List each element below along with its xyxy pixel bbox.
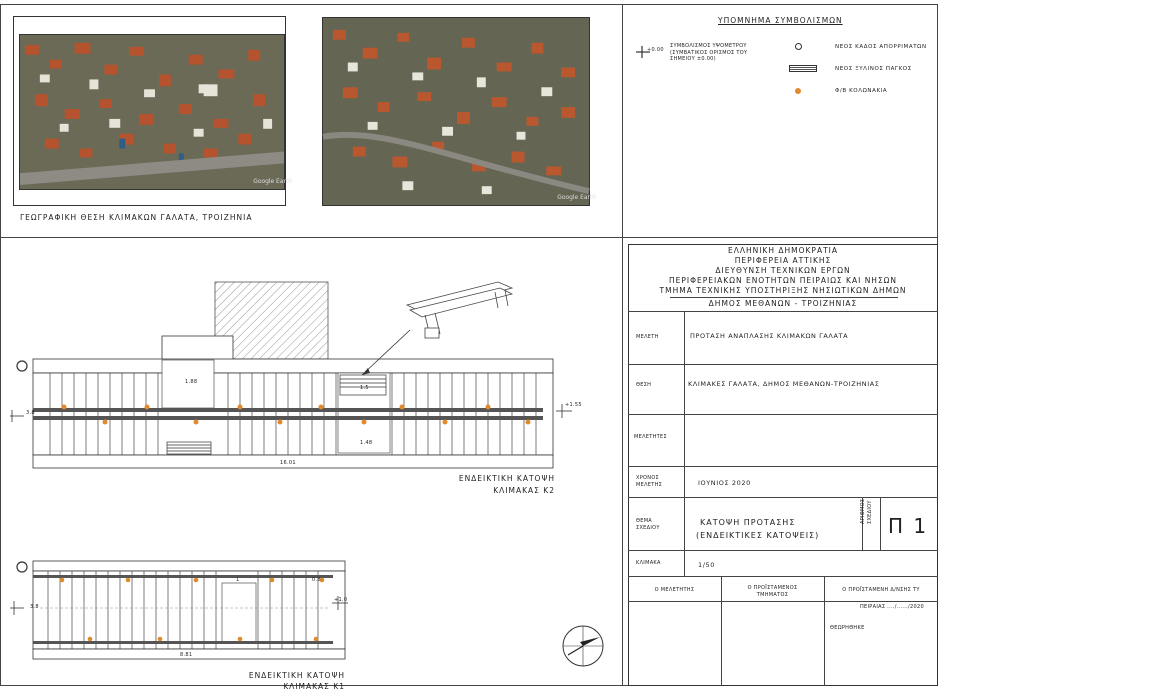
drawing-number: Π 1 — [888, 514, 929, 538]
tb-line-3 — [628, 414, 938, 415]
tb-line-5 — [628, 497, 938, 498]
k1-left-marker — [10, 562, 27, 615]
header-line-1: ΕΛΛΗΝΙΚΗ ΔΗΜΟΚΡΑΤΙΑ — [727, 246, 839, 255]
time-value: ΙΟΥΝΙΟΣ 2020 — [698, 479, 751, 487]
header-line-4: ΠΕΡΙΦΕΡΕΙΑΚΩΝ ΕΝΟΤΗΤΩΝ ΠΕΙΡΑΙΩΣ ΚΑΙ ΝΗΣΩΝ — [668, 276, 898, 285]
tb-drawno-line-2 — [880, 497, 881, 550]
tb-line-2 — [628, 364, 938, 365]
time-label-2: ΜΕΛΕΤΗΣ — [636, 482, 663, 488]
bench-3d-sketch — [407, 282, 512, 338]
k1-body — [33, 571, 348, 649]
sign-col-1: Ο ΜΕΛΕΤΗΤΗΣ — [654, 587, 695, 593]
location-label: ΘΕΣΗ — [636, 382, 652, 388]
plan-k2-drawing — [0, 270, 600, 485]
k1-level-left: 3.8 — [30, 604, 39, 610]
dim-bench-width: 1.5 — [360, 385, 369, 391]
handrail-lower — [33, 416, 543, 420]
dim-landing-width: 1.88 — [185, 379, 198, 385]
plan-k2-title-2: ΚΛΙΜΑΚΑΣ Κ2 — [493, 486, 555, 495]
municipality-underline — [670, 297, 898, 298]
legend-title: ΥΠΟΜΝΗΜΑ ΣΥΜΒΟΛΙΣΜΩΝ — [718, 16, 843, 25]
sign-approved: ΘΕΩΡΗΘΗΚΕ — [830, 625, 865, 631]
tb-line-1 — [628, 311, 938, 312]
k1-landing — [222, 583, 256, 643]
bollard-dot-icon — [795, 88, 801, 94]
drawing-side-label-1: ΑΡΙΘΜΟΣ — [860, 498, 866, 524]
time-label-1: ΧΡΟΝΟΣ — [636, 475, 660, 481]
watermark-left: Google Earth — [253, 178, 292, 186]
bench-k2-bottom — [167, 442, 211, 454]
subject-label-1: ΘΕΜΑ — [636, 518, 653, 524]
header-line-5: ΤΜΗΜΑ ΤΕΧΝΙΚΗΣ ΥΠΟΣΤΗΡΙΞΗΣ ΝΗΣΙΩΤΙΚΩΝ ΔΗΜΩΝ — [659, 286, 907, 295]
designers-label: ΜΕΛΕΤΗΤΕΣ — [634, 434, 667, 440]
sign-date-line: ΠΕΙΡΑΙΑΣ ..../....../2020 — [860, 604, 924, 610]
dim-total-length: 16.01 — [280, 460, 296, 466]
plan-k1-title-1: ΕΝΔΕΙΚΤΙΚΗ ΚΑΤΟΨΗ — [248, 671, 345, 680]
plan-k1-title-2: ΚΛΙΜΑΚΑΣ Κ1 — [283, 682, 345, 691]
top-edge-band — [33, 359, 553, 373]
k1-level-right: +1.0 — [334, 597, 348, 603]
subject-label-2: ΣΧΕΔΙΟΥ — [636, 525, 660, 531]
stair-body — [33, 373, 553, 455]
sign-col-3: Ο ΠΡΟΪΣΤΑΜΕΝΗ Δ/ΝΣΗΣ ΤΥ — [842, 587, 920, 593]
photos-caption: ΓΕΩΓΡΑΦΙΚΗ ΘΕΣΗ ΚΛΙΜΑΚΩΝ ΓΑΛΑΤΑ, ΤΡΟΙΖΗΝΙΑ — [20, 213, 253, 222]
sign-col-2-line-2: ΤΜΗΜΑΤΟΣ — [756, 592, 789, 598]
k2-left-marker — [10, 361, 27, 422]
tb-line-4 — [628, 466, 938, 467]
bench-icon — [789, 65, 817, 72]
handrail-upper — [33, 408, 543, 412]
scale-value: 1/50 — [698, 561, 715, 569]
divider-horizontal — [0, 237, 938, 238]
tb-label-col-line — [684, 311, 685, 576]
location-value: ΚΛΙΜΑΚΕΣ ΓΑΛΑΤΑ, ΔΗΜΟΣ ΜΕΘΑΝΩΝ-ΤΡΟΙΖΗΝΙΑΣ — [688, 380, 880, 388]
divider-vertical — [622, 4, 623, 686]
legend-item-bollard-label: Φ/Β ΚΟΛΩΝΑΚΙΑ — [835, 88, 888, 94]
aerial-photo-left-image — [20, 35, 292, 189]
subject-value-2: (ΕΝΔΕΙΚΤΙΚΕΣ ΚΑΤΟΨΕΙΣ) — [696, 531, 820, 540]
tb-line-7 — [628, 576, 938, 577]
k2-level-left: 3.8 — [26, 410, 35, 416]
aerial-photo-right — [322, 17, 597, 206]
watermark-right: Google Earth — [557, 194, 597, 202]
k1-rail-upper — [33, 575, 333, 578]
bin-circle-icon — [795, 43, 802, 50]
elevation-tag: +0.00 — [647, 47, 664, 53]
aerial-photo-left — [19, 34, 292, 190]
k1-dim-total: 8.81 — [180, 652, 193, 658]
sign-col-2-line-1: Ο ΠΡΟΪΣΤΑΜΕΝΟΣ — [747, 585, 798, 591]
k1-rail-lower — [33, 641, 333, 644]
subject-value-1: ΚΑΤΟΨΗ ΠΡΟΤΑΣΗΣ — [700, 518, 796, 527]
plan-k1-title — [230, 671, 345, 691]
header-line-3: ΔΙΕΥΘΥΝΣΗ ΤΕΧΝΙΚΩΝ ΕΡΓΩΝ — [715, 266, 851, 275]
tb-line-6 — [628, 550, 938, 551]
k1-dim-2: 0.8 — [312, 577, 321, 583]
north-arrow-icon — [560, 623, 606, 669]
dim-lower-width: 1.48 — [360, 440, 373, 446]
header-line-2: ΠΕΡΙΦΕΡΕΙΑ ΑΤΤΙΚΗΣ — [734, 256, 832, 265]
study-label: ΜΕΛΕΤΗ — [636, 334, 659, 340]
study-value: ΠΡΟΤΑΣΗ ΑΝΑΠΛΑΣΗΣ ΚΛΙΜΑΚΩΝ ΓΑΛΑΤΑ — [690, 332, 849, 340]
landing-block — [162, 336, 233, 360]
legend-item-bin-label: ΝΕΟΣ ΚΑΔΟΣ ΑΠΟΡΡΙΜΑΤΩΝ — [835, 44, 927, 50]
scale-label: ΚΛΙΜΑΚΑ — [636, 560, 661, 566]
municipality: ΔΗΜΟΣ ΜΕΘΑΝΩΝ - ΤΡΟΙΖΗΝΙΑΣ — [708, 299, 858, 308]
k1-top-band — [33, 561, 345, 571]
plan-k2-title — [440, 474, 555, 495]
k1-dim-1: 1 — [236, 577, 240, 583]
legend-item-elevation-label: ΣΥΜΒΟΛΙΣΜΟΣ ΥΨΟΜΕΤΡΟΥ (ΣΥΜΒΑΤΙΚΟΣ ΟΡΙΣΜΟΣ ΤΟΥ ΣΗΜΕΙΟΥ ±0.00) — [670, 43, 748, 62]
aerial-photo-right-image — [323, 18, 597, 205]
k2-level-right: +1.55 — [565, 402, 582, 408]
plan-k2-title-1: ΕΝΔΕΙΚΤΙΚΗ ΚΑΤΟΨΗ — [458, 474, 555, 483]
tb-line-8 — [628, 601, 938, 602]
legend-item-bench-label: ΝΕΟΣ ΞΥΛΙΝΟΣ ΠΑΓΚΟΣ — [835, 66, 912, 72]
drawing-side-label-2: ΣΧΕΔΙΟΥ — [867, 500, 873, 524]
title-block-header — [628, 246, 938, 296]
